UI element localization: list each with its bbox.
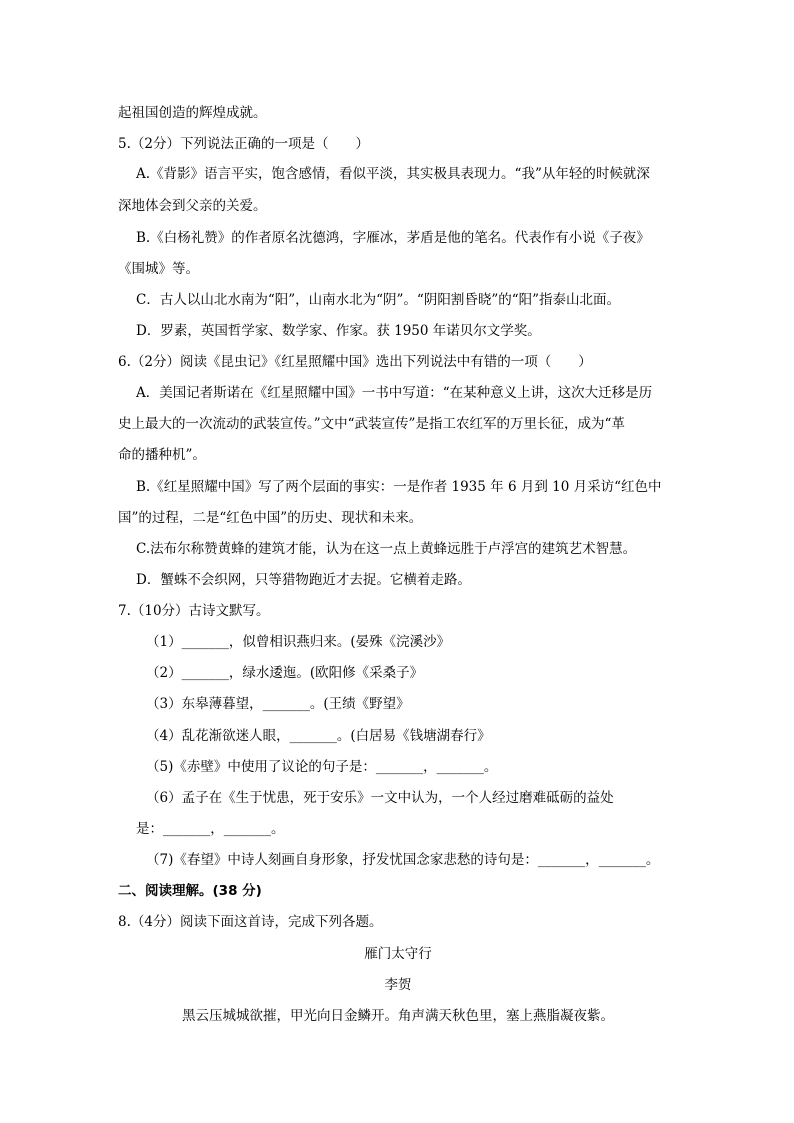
question-7-item-3: （3）东皋薄暮望，_______。(王绩《野望》 xyxy=(146,696,410,712)
question-7-stem: 7.（10分）古诗文默写。 xyxy=(118,603,270,619)
question-6-option-a: A．美国记者斯诺在《红星照耀中国》一书中写道：“在某种意义上讲，这次大迁移是历 xyxy=(136,385,653,401)
question-7-item-2: （2）_______，绿水逶迤。(欧阳修《采桑子》 xyxy=(146,665,424,681)
poem-verse: 黑云压城城欲摧，甲光向日金鳞开。角声满天秋色里，塞上燕脂凝夜紫。 xyxy=(182,1008,614,1024)
question-6-option-d: D．蟹蛛不会织网，只等猎物跑近才去捉。它横着走路。 xyxy=(136,572,471,588)
question-6-option-a-cont2: 命的播种机”。 xyxy=(118,447,206,463)
question-5-option-b: B.《白杨礼赞》的作者原名沈德鸿，字雁冰，茅盾是他的笔名。代表作有小说《子夜》 xyxy=(136,230,650,246)
question-7-item-4: （4）乱花渐欲迷人眼，_______。(白居易《钱塘湖春行》 xyxy=(146,728,491,744)
question-7-item-5: （5)《赤壁》中使用了议论的句子是：_______，_______。 xyxy=(146,759,498,775)
question-5-option-d: D．罗素，英国哲学家、数学家、作家。获 1950 年诺贝尔文学奖。 xyxy=(136,323,541,339)
text-line-continuation: 起祖国创造的辉煌成就。 xyxy=(118,105,267,121)
question-5-option-a: A.《背影》语言平实，饱含感情，看似平淡，其实极具表现力。“我”从年轻的时候就深 xyxy=(136,166,650,182)
poem-author: 李贺 xyxy=(384,977,412,993)
question-7-item-7: （7)《春望》中诗人刻画自身形象，抒发忧国念家悲愁的诗句是：_______，_______。 xyxy=(146,852,660,868)
question-6-option-a-cont1: 史上最大的一次流动的武装宣传。”文中“武装宣传”是指工农红军的万里长征，成为“革 xyxy=(118,416,625,432)
poem-title: 雁门太守行 xyxy=(364,946,432,962)
question-6-option-c: C.法布尔称赞黄蜂的建筑才能，认为在这一点上黄蜂远胜于卢浮宫的建筑艺术智慧。 xyxy=(136,541,637,557)
question-7-item-6-cont: 是：_______，_______。 xyxy=(136,821,285,837)
section-heading-reading: 二、阅读理解。(38 分) xyxy=(118,883,262,899)
question-6-stem: 6.（2分）阅读《昆虫记》《红星照耀中国》选出下列说法中有错的一项（ ） xyxy=(118,354,592,370)
question-8-stem: 8.（4分）阅读下面这首诗，完成下列各题。 xyxy=(118,914,383,930)
question-5-stem: 5.（2分）下列说法正确的一项是（ ） xyxy=(118,136,369,152)
question-7-item-6: （6）孟子在《生于忧患，死于安乐》一文中认为，一个人经过磨难砥砺的益处 xyxy=(146,790,614,806)
question-5-option-c: C．古人以山北水南为“阳”，山南水北为“阴”。“阴阳割昏晓”的“阳”指泰山北面。 xyxy=(136,292,621,308)
question-6-option-b: B.《红星照耀中国》写了两个层面的事实：一是作者 1935 年 6 月到 10 月采访“红色中 xyxy=(136,479,662,495)
question-7-item-1: （1）_______，似曾相识燕归来。(晏殊《浣溪沙》 xyxy=(146,634,451,650)
question-5-option-a-cont: 深地体会到父亲的关爱。 xyxy=(118,198,267,214)
question-6-option-b-cont: 国”的过程，二是“红色中国”的历史、现状和未来。 xyxy=(118,510,423,526)
question-5-option-b-cont: 《围城》等。 xyxy=(118,261,199,277)
